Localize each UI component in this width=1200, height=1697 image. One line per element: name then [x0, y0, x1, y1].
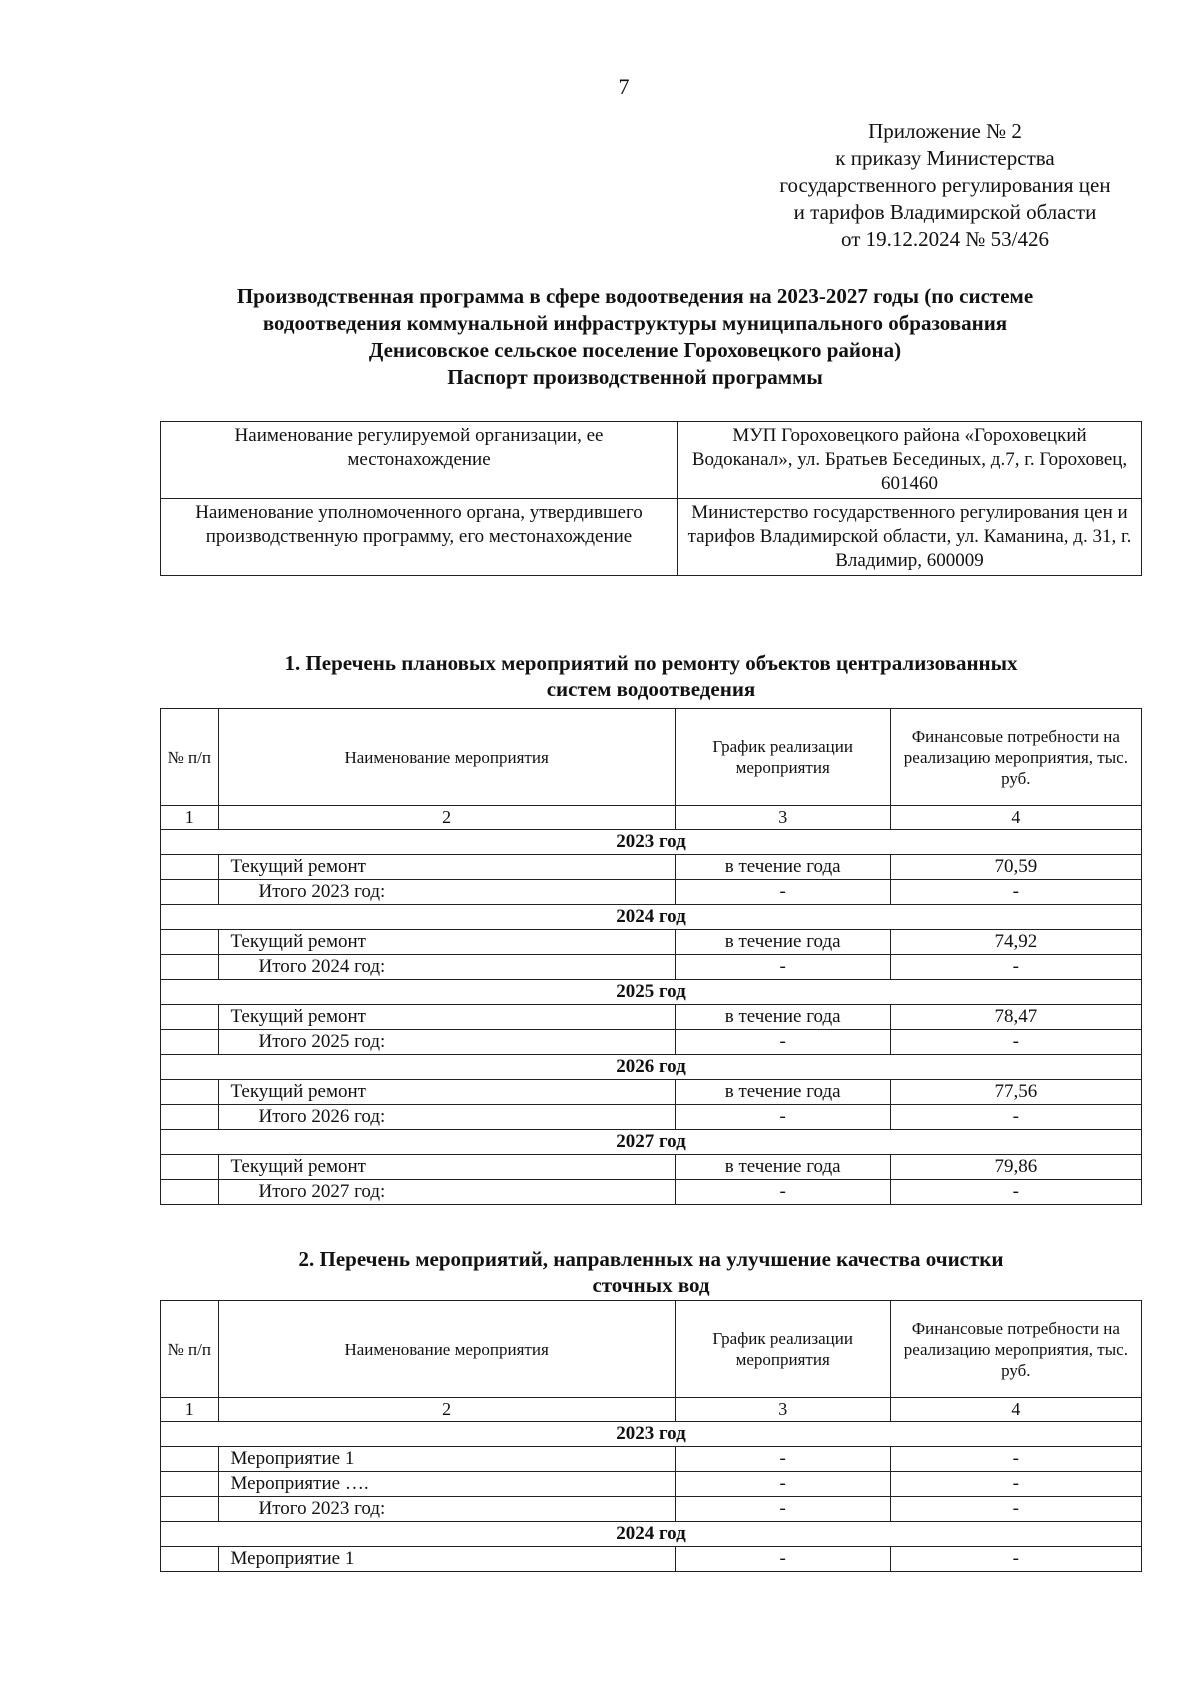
- column-number-row: [161, 1398, 1142, 1422]
- row-num: [161, 1447, 219, 1472]
- total-schedule: -: [675, 1497, 890, 1522]
- title-line: Паспорт производственной программы: [447, 365, 823, 389]
- table-header-row: [161, 709, 1142, 806]
- total-schedule: -: [675, 1030, 890, 1055]
- row-num: [161, 855, 219, 880]
- measure-finance: -: [890, 1447, 1141, 1472]
- total-finance: -: [890, 1497, 1141, 1522]
- passport-row: [161, 499, 1142, 576]
- item-schedule: в течение года: [675, 930, 890, 955]
- row-num: [161, 1030, 219, 1055]
- total-row: [161, 1497, 1142, 1522]
- title-line: Производственная программа в сфере водоотведения на 2023-2027 годы (по системе: [236, 284, 1034, 308]
- header-finance: Финансовые потребности на реализацию мероприятия, тыс. руб.: [890, 1301, 1141, 1398]
- table-header-row: [161, 1301, 1142, 1398]
- col-number: 3: [675, 1398, 890, 1422]
- item-name: Текущий ремонт: [218, 1155, 675, 1180]
- row-num: [161, 1005, 219, 1030]
- passport-table: [160, 421, 1142, 576]
- header-finance: Финансовые потребности на реализацию мероприятия, тыс. руб.: [890, 709, 1141, 806]
- col-number: 1: [161, 1398, 219, 1422]
- total-label: Итого 2024 год:: [218, 955, 675, 980]
- total-schedule: -: [675, 880, 890, 905]
- table-row: [161, 1447, 1142, 1472]
- appendix-block: [720, 118, 1170, 253]
- document-title: [155, 283, 1115, 391]
- year-label: 2023 год: [161, 830, 1142, 855]
- year-row: [161, 1055, 1142, 1080]
- total-label: Итого 2027 год:: [218, 1180, 675, 1205]
- passport-row: [161, 422, 1142, 499]
- col-number: 4: [890, 1398, 1141, 1422]
- page-number: 7: [618, 74, 630, 99]
- section-title-line: систем водоотведения: [546, 677, 756, 701]
- row-num: [161, 955, 219, 980]
- header-num: № п/п: [161, 1301, 219, 1398]
- table-row: [161, 1547, 1142, 1572]
- measure-name: Мероприятие ….: [218, 1472, 675, 1497]
- row-num: [161, 1155, 219, 1180]
- item-finance: 78,47: [890, 1005, 1141, 1030]
- table-row: [161, 930, 1142, 955]
- year-label: 2024 год: [161, 1522, 1142, 1547]
- item-schedule: в течение года: [675, 1080, 890, 1105]
- item-name: Текущий ремонт: [218, 1080, 675, 1105]
- row-num: [161, 930, 219, 955]
- row-num: [161, 1472, 219, 1497]
- measure-schedule: -: [675, 1547, 890, 1572]
- year-label: 2027 год: [161, 1130, 1142, 1155]
- year-label: 2023 год: [161, 1422, 1142, 1447]
- table-row: [161, 1155, 1142, 1180]
- section-title-line: сточных вод: [592, 1273, 710, 1297]
- total-row: [161, 880, 1142, 905]
- table-row: [161, 1080, 1142, 1105]
- year-row: [161, 1522, 1142, 1547]
- year-label: 2024 год: [161, 905, 1142, 930]
- year-row: [161, 1130, 1142, 1155]
- row-num: [161, 880, 219, 905]
- measure-name: Мероприятие 1: [218, 1447, 675, 1472]
- col-number: 2: [218, 806, 675, 830]
- appendix-line: государственного регулирования цен: [779, 173, 1111, 197]
- col-number: 1: [161, 806, 219, 830]
- header-num: № п/п: [161, 709, 219, 806]
- table-row: [161, 1472, 1142, 1497]
- appendix-line: и тарифов Владимирской области: [793, 200, 1097, 224]
- table-row: [161, 1005, 1142, 1030]
- item-finance: 77,56: [890, 1080, 1141, 1105]
- total-label: Итого 2023 год:: [218, 880, 675, 905]
- passport-value: МУП Гороховецкого района «Гороховецкий Водоканал», ул. Братьев Бесединых, д.7, г. Гороховец, 601460: [678, 422, 1142, 499]
- title-line: Денисовское сельское поселение Гороховецкого района): [368, 338, 902, 362]
- total-schedule: -: [675, 955, 890, 980]
- column-number-row: [161, 806, 1142, 830]
- quality-measures-table: [160, 1300, 1142, 1572]
- item-schedule: в течение года: [675, 1155, 890, 1180]
- year-row: [161, 905, 1142, 930]
- total-row: [161, 1105, 1142, 1130]
- header-name: Наименование мероприятия: [218, 1301, 675, 1398]
- total-schedule: -: [675, 1180, 890, 1205]
- measure-finance: -: [890, 1547, 1141, 1572]
- year-label: 2026 год: [161, 1055, 1142, 1080]
- total-label: Итого 2023 год:: [218, 1497, 675, 1522]
- measure-name: Мероприятие 1: [218, 1547, 675, 1572]
- header-name: Наименование мероприятия: [218, 709, 675, 806]
- col-number: 4: [890, 806, 1141, 830]
- header-schedule: График реализации мероприятия: [675, 1301, 890, 1398]
- item-schedule: в течение года: [675, 1005, 890, 1030]
- section1-title: [160, 650, 1142, 702]
- measure-schedule: -: [675, 1472, 890, 1497]
- col-number: 3: [675, 806, 890, 830]
- row-num: [161, 1080, 219, 1105]
- total-finance: -: [890, 955, 1141, 980]
- passport-value: Министерство государственного регулирования цен и тарифов Владимирской области, ул. Каманина, д. 31, г. Владимир, 600009: [678, 499, 1142, 576]
- appendix-line: от 19.12.2024 № 53/426: [840, 227, 1050, 251]
- appendix-line: к приказу Министерства: [835, 146, 1055, 170]
- row-num: [161, 1547, 219, 1572]
- title-line: водоотведения коммунальной инфраструктуры муниципального образования: [262, 311, 1008, 335]
- section-title-line: 2. Перечень мероприятий, направленных на улучшение качества очистки: [298, 1247, 1004, 1271]
- row-num: [161, 1105, 219, 1130]
- year-row: [161, 980, 1142, 1005]
- item-name: Текущий ремонт: [218, 855, 675, 880]
- item-finance: 79,86: [890, 1155, 1141, 1180]
- year-row: [161, 1422, 1142, 1447]
- item-finance: 74,92: [890, 930, 1141, 955]
- appendix-line: Приложение № 2: [868, 119, 1022, 143]
- total-label: Итого 2025 год:: [218, 1030, 675, 1055]
- total-label: Итого 2026 год:: [218, 1105, 675, 1130]
- table-row: [161, 855, 1142, 880]
- item-name: Текущий ремонт: [218, 1005, 675, 1030]
- row-num: [161, 1497, 219, 1522]
- section2-title: [160, 1246, 1142, 1298]
- passport-label: Наименование регулируемой организации, ее местонахождение: [161, 422, 678, 499]
- col-number: 2: [218, 1398, 675, 1422]
- item-schedule: в течение года: [675, 855, 890, 880]
- item-name: Текущий ремонт: [218, 930, 675, 955]
- measure-schedule: -: [675, 1447, 890, 1472]
- measure-finance: -: [890, 1472, 1141, 1497]
- total-row: [161, 955, 1142, 980]
- header-schedule: График реализации мероприятия: [675, 709, 890, 806]
- total-finance: -: [890, 880, 1141, 905]
- total-schedule: -: [675, 1105, 890, 1130]
- total-row: [161, 1180, 1142, 1205]
- total-finance: -: [890, 1180, 1141, 1205]
- total-row: [161, 1030, 1142, 1055]
- row-num: [161, 1180, 219, 1205]
- section-title-line: 1. Перечень плановых мероприятий по ремонту объектов централизованных: [284, 651, 1018, 675]
- passport-label: Наименование уполномоченного органа, утвердившего производственную программу, его местонахождение: [161, 499, 678, 576]
- total-finance: -: [890, 1030, 1141, 1055]
- year-row: [161, 830, 1142, 855]
- total-finance: -: [890, 1105, 1141, 1130]
- repair-plan-table: [160, 708, 1142, 1205]
- year-label: 2025 год: [161, 980, 1142, 1005]
- item-finance: 70,59: [890, 855, 1141, 880]
